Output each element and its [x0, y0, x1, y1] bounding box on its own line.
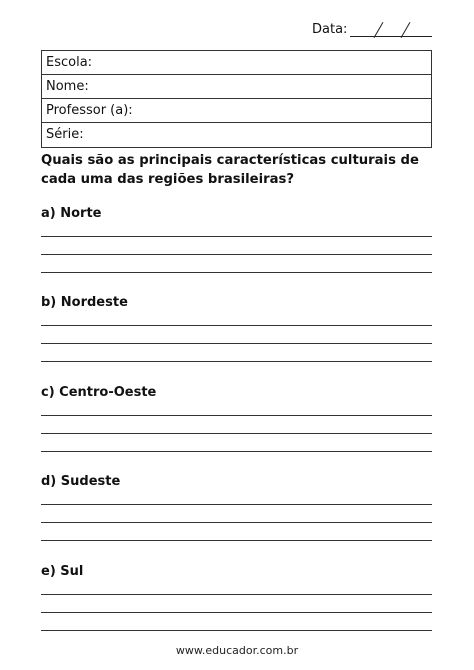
- school-field[interactable]: Escola:: [42, 51, 431, 75]
- section-title-sudeste: d) Sudeste: [41, 474, 121, 489]
- answer-line[interactable]: [41, 630, 432, 631]
- answer-line[interactable]: [41, 594, 432, 595]
- name-field[interactable]: Nome:: [42, 75, 431, 99]
- section-title-centro-oeste: c) Centro-Oeste: [41, 385, 157, 400]
- answer-line[interactable]: [41, 254, 432, 255]
- answer-line[interactable]: [41, 236, 432, 237]
- teacher-field[interactable]: Professor (a):: [42, 99, 431, 123]
- answer-line[interactable]: [41, 540, 432, 541]
- section-title-norte: a) Norte: [41, 206, 102, 221]
- answer-line[interactable]: [41, 451, 432, 452]
- date-label: Data:: [312, 22, 348, 37]
- answer-line[interactable]: [41, 522, 432, 523]
- section-title-sul: e) Sul: [41, 564, 84, 579]
- answer-line[interactable]: [41, 272, 432, 273]
- info-table: [41, 50, 432, 148]
- answer-line[interactable]: [41, 612, 432, 613]
- footer-url: www.educador.com.br: [175, 644, 299, 657]
- answer-line[interactable]: [41, 325, 432, 326]
- question-text: Quais são as principais características culturais de cada uma das regiões brasileiras?: [41, 153, 419, 187]
- answer-line[interactable]: [41, 504, 432, 505]
- answer-line[interactable]: [41, 361, 432, 362]
- answer-line[interactable]: [41, 343, 432, 344]
- grade-field[interactable]: Série:: [46, 127, 84, 142]
- answer-line[interactable]: [41, 433, 432, 434]
- date-line[interactable]: [350, 36, 432, 37]
- section-title-nordeste: b) Nordeste: [41, 295, 128, 310]
- answer-line[interactable]: [41, 415, 432, 416]
